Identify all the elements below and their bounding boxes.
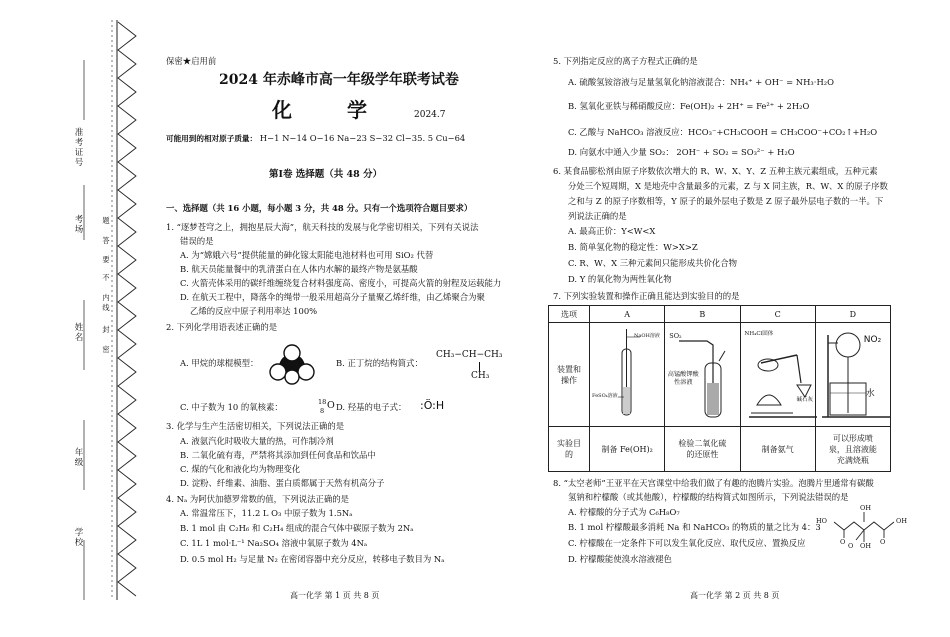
q2-option-c: C. 中子数为 10 的氧核素： [180,402,283,412]
citric-acid-structure [816,500,916,552]
part1-title: 第Ⅰ卷 选择题（共 48 分） [269,169,383,180]
seal-char: 内 [102,293,110,302]
nuclide-mass-number: 18 [318,398,327,406]
struct-label: O [880,538,886,546]
struct-label: O [840,538,846,546]
confidential-mark: 保密★启用前 [166,56,217,66]
seal-char: 密 [102,345,110,354]
q2-formula-bond [479,362,480,371]
q6-option-a: A. 最高正价：Y<W<X [568,226,656,236]
q7-header-d: D [815,306,890,323]
seal-char: 封 [102,325,110,334]
q5-stem: 5. 下列指定反应的离子方程式正确的是 [553,56,698,66]
q5-option-a: A. 硫酸氢铵溶液与足量氢氧化钠溶液混合：NH₄⁺ + OH⁻ = NH₃·H₂O [568,77,834,87]
q6-option-b: B. 简单氢化物的稳定性：W>X>Z [568,242,698,252]
seal-char: 题 [102,216,110,225]
q6-stem-line4: 列说法正确的是 [568,211,627,221]
seal-char: 不 [102,273,110,282]
apparatus-a-tube: FeSO₄溶液 [592,393,618,399]
apparatus-d-gas: NO₂ [863,335,882,345]
q8-stem: 8. “太空老师”王亚平在天宫课堂中给我们做了有趣的泡腾片实验。泡腾片里通常有碳酸 [553,478,874,488]
hydroxyl-electron-formula: :Ö:H [420,399,445,412]
q1-stem: 1. “逐梦苍穹之上，拥抱星辰大海”，航天科技的发展与化学密切相关，下列有关说法 [166,222,479,232]
q5-option-b: B. 氢氧化亚铁与稀硝酸反应：Fe(OH)₂ + 2H⁺ = Fe²⁺ + 2H₂O [568,101,810,111]
q7-header-a: A [590,306,665,323]
footer-right: 高一化学 第 2 页 共 8 页 [690,591,780,600]
q2-option-a: A. 甲烷的球棍模型： [180,358,259,368]
struct-label: OH [860,504,871,512]
q4-stem: 4. Nₐ 为阿伏加德罗常数的值，下列说法正确的是 [166,494,349,504]
q1-option-d-cont: 乙烯的反应中原子利用率达 100% [190,306,318,316]
subject-title: 化 学 [272,98,391,122]
q4-option-d: D. 0.5 mol H₂ 与足量 N₂ 在密闭容器中充分反应，转移电子数目为 Nₐ [180,554,445,564]
q3-option-d: D. 淀粉、纤维素、油脂、蛋白质都属于天然有机高分子 [180,478,385,488]
q1-option-a: A. 为“嫦娥六号”提供能量的砷化镓太阳能电池材料也可用 SiO₂ 代替 [180,250,434,260]
admission-number-label: 准考证号 [74,128,84,168]
struct-label: OH [896,517,907,525]
q6-option-c: C. R、W、X 三种元素间只能形成共价化合物 [568,258,737,268]
seal-char: 线 [102,303,110,312]
q7-row-apparatus-label: 装置和操作 [549,323,590,427]
q8-option-d: D. 柠檬酸能使溴水溶液褪色 [568,554,672,564]
q4-option-a: A. 常温常压下，11.2 L O₃ 中原子数为 1.5Nₐ [180,508,353,518]
q7-purpose-a: 制备 Fe(OH)₂ [590,427,665,472]
q7-header-option: 选项 [549,306,590,323]
q8-option-c: C. 柠檬酸在一定条件下可以发生氧化反应、取代反应、置换反应 [568,538,806,548]
q1-stem-cont: 错误的是 [180,236,214,246]
q7-purpose-d: 可以形成喷泉，且溶液能充满烧瓶 [815,427,890,472]
q7-purpose-b: 检验二氧化硫的还原性 [665,427,740,472]
q1-option-b: B. 航天员能量餐中的乳清蛋白在人体内水解的最终产物是氨基酸 [180,264,418,274]
q7-experiment-table [548,305,891,472]
q6-stem: 6. 某食品膨松剂由原子序数依次增大的 R、W、X、Y、Z 五种主族元素组成，五种元素 [553,166,878,176]
q5-option-c: C. 乙酸与 NaHCO₃ 溶液反应：HCO₃⁻+CH₃COOH = CH₃COO⁻+CO₂↑+H₂O [568,127,878,137]
q7-purpose-c: 制备氨气 [740,427,815,472]
school-label: 学校 [74,528,84,548]
q7-header-c: C [740,306,815,323]
apparatus-c-reagent: NH₄Cl固体 [744,331,774,337]
q4-option-b: B. 1 mol 由 C₂H₆ 和 C₂H₄ 组成的混合气体中碳原子数为 2Nₐ [180,523,414,533]
struct-label: O [848,542,854,550]
q2-butane-formula: CH₃−CH−CH₃ [436,350,503,360]
q7-row-purpose-label: 实验目的 [549,427,590,472]
q3-option-c: C. 煤的气化和液化均为物理变化 [180,464,301,474]
q1-option-c: C. 火箭壳体采用的碳纤维缠绕复合材料强度高、密度小，可提高火箭的射程及运载能力 [180,278,502,288]
exam-room-label: 考场 [74,215,84,235]
q6-option-d: D. Y 的氧化物为两性氧化物 [568,274,672,284]
q7-stem: 7. 下列实验装置和操作正确且能达到实验目的的是 [553,291,740,301]
q2-stem: 2. 下列化学用语表述正确的是 [166,322,278,332]
seal-char: 答 [102,236,110,245]
q7-apparatus-b [665,323,740,427]
q7-apparatus-a [590,323,665,427]
q7-apparatus-d [815,323,890,427]
q4-option-c: C. 1L 1 mol·L⁻¹ Na₂SO₄ 溶液中氧原子数为 4Nₐ [180,538,368,548]
q6-stem-line3: 之和与 Z 的原子序数相等，Y 原子的最外层电子数是 Z 原子最外层电子数的一半。下 [568,196,884,206]
q1-option-d: D. 在航天工程中，降落伞的绳带一般采用超高分子量聚乙烯纤维，由乙烯聚合为聚 [180,292,485,302]
q3-option-a: A. 液氨汽化时吸收大量的热，可作制冷剂 [180,436,334,446]
apparatus-c-drier: 碱石灰 [796,397,814,403]
apparatus-d-water: 水 [865,389,875,399]
apparatus-a-reagent: NaOH溶液 [634,333,660,339]
q8-option-b: B. 1 mol 柠檬酸最多消耗 Na 和 NaHCO₃ 的物质的量之比为 4：3 [568,522,821,532]
apparatus-b-reagent: 高锰酸钾酸性溶液 [667,371,699,386]
seal-char: 要 [102,255,110,264]
q2-option-d: D. 羟基的电子式： [336,402,407,412]
nuclide-atomic-number: 8 [320,407,325,415]
nuclide-symbol: O [327,400,335,411]
exam-date: 2024.7 [414,110,446,120]
name-label: 姓名 [74,323,84,343]
struct-label: HO [816,517,827,525]
q2-butane-branch: CH₃ [471,371,490,381]
part1-instructions: 一、选择题（共 16 小题，每小题 3 分，共 48 分。只有一个选项符合题目要求） [166,203,473,213]
apparatus-d-drawing [818,323,896,423]
grade-label: 年级 [74,448,84,468]
atomic-masses: H−1 N−14 O−16 Na−23 S−32 Cl−35. 5 Cu−64 [259,133,466,143]
q8-option-a: A. 柠檬酸的分子式为 C₆H₈O₇ [568,507,680,517]
footer-left: 高一化学 第 1 页 共 8 页 [290,591,380,600]
q2-option-b: B. 正丁烷的结构简式： [336,358,423,368]
q3-option-b: B. 二氧化硫有毒，严禁将其添加到任何食品和饮品中 [180,450,376,460]
methane-ball-stick-model [267,344,317,386]
q6-stem-line2: 分处三个短周期，X 是地壳中含量最多的元素，Z 与 X 同主族，R、W、X 的原子序数 [568,181,888,191]
q5-option-d: D. 向氨水中通入少量 SO₂： 2OH⁻ + SO₂ = SO₃²⁻ + H₂O [568,147,795,157]
q3-stem: 3. 化学与生产生活密切相关，下列说法正确的是 [166,421,345,431]
struct-label: OH [860,542,871,550]
binding-strip [0,0,150,637]
q7-header-b: B [665,306,740,323]
apparatus-b-gas: SO₂ [669,332,682,340]
exam-title: 2024 年赤峰市高一年级学年联考试卷 [219,72,459,88]
q7-apparatus-c [740,323,815,427]
atomic-masses-label: 可能用到的相对原子质量： [166,134,258,143]
q8-stem-cont: 氢钠和柠檬酸（或其他酸），柠檬酸的结构简式如图所示，下列说法错误的是 [568,492,849,502]
